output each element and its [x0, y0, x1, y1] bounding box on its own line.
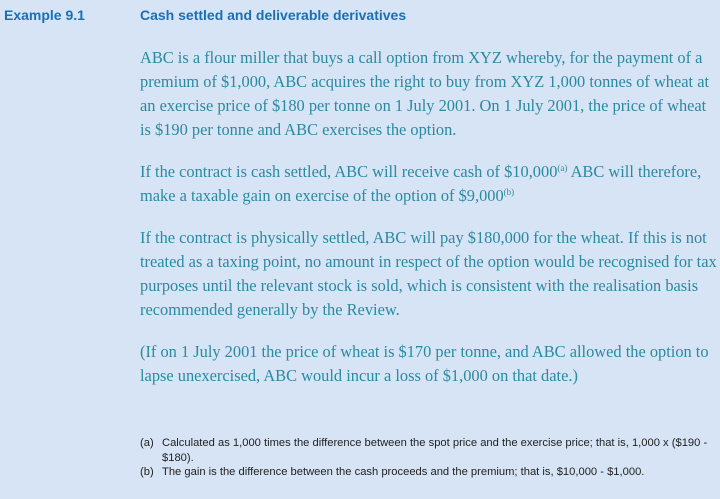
footnote-text: Calculated as 1,000 times the difference between the spot price and the exercise price; that is, 1,000 x ($190 - $180).	[162, 437, 708, 464]
footnote-ref-a: (a)	[557, 163, 568, 173]
example-label: Example 9.1	[4, 7, 85, 23]
paragraph-option-purchase: ABC is a flour miller that buys a call option from XYZ whereby, for the payment of a premium of $1,000, ABC acquires the right to buy from XYZ 1,000 tonnes of wheat at an exercise price of $180 per tonne on 1 July 2001. On 1 July 2001, the price of wheat is $190 per tonne and ABC exercises the option.	[140, 48, 710, 139]
footnote-b	[140, 465, 712, 480]
cash-settled-text-b: ABC will therefore, make a taxable gain on exercise of the option of $9,000	[140, 162, 702, 205]
paragraph-option-lapse: (If on 1 July 2001 the price of wheat is $170 per tonne, and ABC allowed the option to lapse unexercised, ABC would incur a loss of $1,000 on that date.)	[140, 342, 709, 385]
paragraph-cash-settled	[140, 160, 718, 208]
footnote-ref-b: (b)	[503, 187, 515, 197]
paragraph-physically-settled: If the contract is physically settled, ABC will pay $180,000 for the wheat. If this is not treated as a taxing point, no amount in respect of the option would be recognised for tax purposes until the relevant stock is sold, which is consistent with the realisation basis recommended generally by the Review.	[140, 228, 717, 319]
footnote-marker: (a)	[140, 437, 154, 449]
example-title: Cash settled and deliverable derivatives	[140, 7, 407, 23]
footnotes	[140, 436, 712, 480]
footnote-a	[140, 436, 712, 465]
cash-settled-text-a: If the contract is cash settled, ABC will receive cash of $10,000	[140, 162, 558, 181]
example-body	[140, 46, 718, 406]
footnote-marker: (b)	[140, 466, 154, 478]
footnote-text: The gain is the difference between the cash proceeds and the premium; that is, $10,000 - $1,000.	[162, 466, 645, 478]
